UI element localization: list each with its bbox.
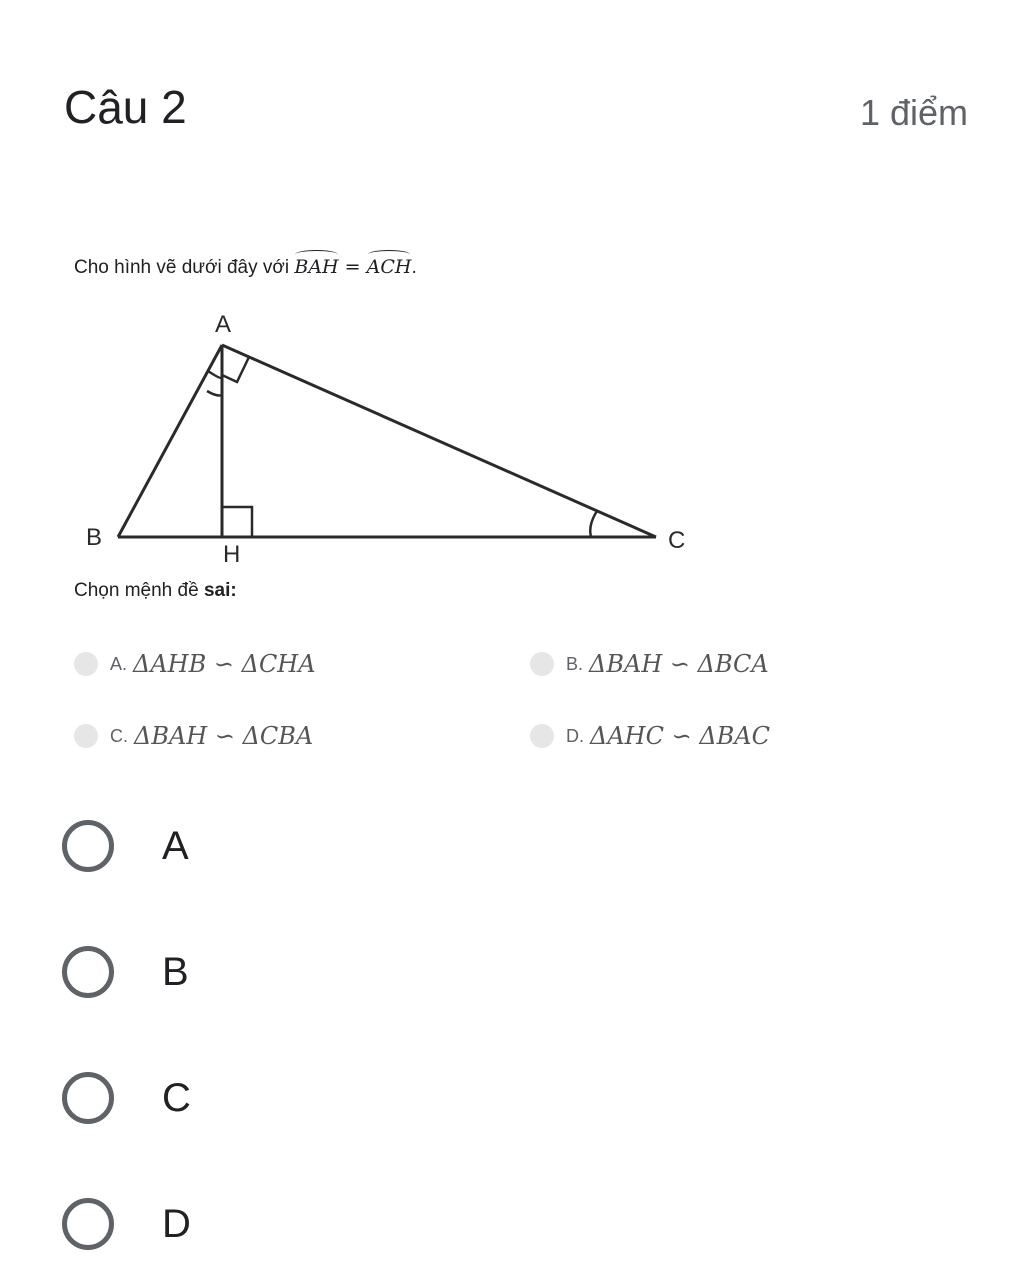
- angle-arc-bah-2: [207, 391, 222, 396]
- choice-label-b[interactable]: B: [162, 949, 189, 994]
- image-option-dot: [530, 724, 554, 748]
- question-prompt: [74, 256, 417, 279]
- right-angle-h: [222, 507, 252, 537]
- image-option-b: [530, 650, 769, 678]
- image-option-c: [74, 722, 313, 750]
- image-option-d: [530, 722, 770, 750]
- image-option-letter: B.: [566, 653, 584, 674]
- prompt-period: .: [411, 257, 417, 278]
- image-option-expr: ΔBAH ∽ ΔCBA: [134, 722, 314, 750]
- label-a: A: [215, 311, 232, 338]
- choice-a[interactable]: [62, 820, 189, 872]
- image-option-letter: C.: [110, 725, 128, 746]
- choice-label-a[interactable]: A: [162, 823, 189, 868]
- choice-d[interactable]: [62, 1198, 191, 1250]
- image-option-dot: [74, 652, 98, 676]
- instruction-bold: sai:: [203, 580, 237, 601]
- image-option-expr: ΔBAH ∽ ΔBCA: [589, 650, 769, 678]
- angle-arc-bah: [208, 371, 222, 378]
- question-points: 1 điểm: [859, 92, 968, 133]
- right-angle-a: [222, 357, 249, 382]
- label-h: H: [223, 541, 241, 568]
- image-option-expr: ΔAHC ∽ ΔBAC: [590, 722, 770, 750]
- image-option-letter: A.: [110, 653, 128, 674]
- choice-b[interactable]: [62, 946, 189, 998]
- image-option-expr: ΔAHB ∽ ΔCHA: [133, 650, 316, 678]
- label-b: B: [86, 524, 103, 551]
- image-option-dot: [530, 652, 554, 676]
- label-c: C: [668, 527, 686, 554]
- prompt-text: Cho hình vẽ dưới đây với: [74, 257, 290, 278]
- image-option-dot: [74, 724, 98, 748]
- angle-ach: ACH: [366, 256, 412, 278]
- side-ab: [118, 345, 222, 537]
- image-option-a: [74, 650, 316, 678]
- choice-c[interactable]: [62, 1072, 191, 1124]
- angle-arc-c: [590, 511, 597, 537]
- radio-button-b[interactable]: [62, 946, 114, 998]
- radio-button-c[interactable]: [62, 1072, 114, 1124]
- question-title: Câu 2: [64, 81, 187, 133]
- instruction-text: Chọn mệnh đề: [74, 580, 199, 601]
- triangle-figure: [60, 300, 760, 580]
- angle-bah: BAH: [294, 256, 339, 278]
- image-option-letter: D.: [566, 725, 584, 746]
- question-image: [60, 240, 820, 780]
- instruction: [74, 580, 237, 602]
- choice-label-d[interactable]: D: [162, 1201, 191, 1246]
- choice-label-c[interactable]: C: [162, 1075, 191, 1120]
- radio-button-d[interactable]: [62, 1198, 114, 1250]
- radio-button-a[interactable]: [62, 820, 114, 872]
- side-ac: [222, 345, 656, 537]
- equals-sign: =: [344, 256, 361, 278]
